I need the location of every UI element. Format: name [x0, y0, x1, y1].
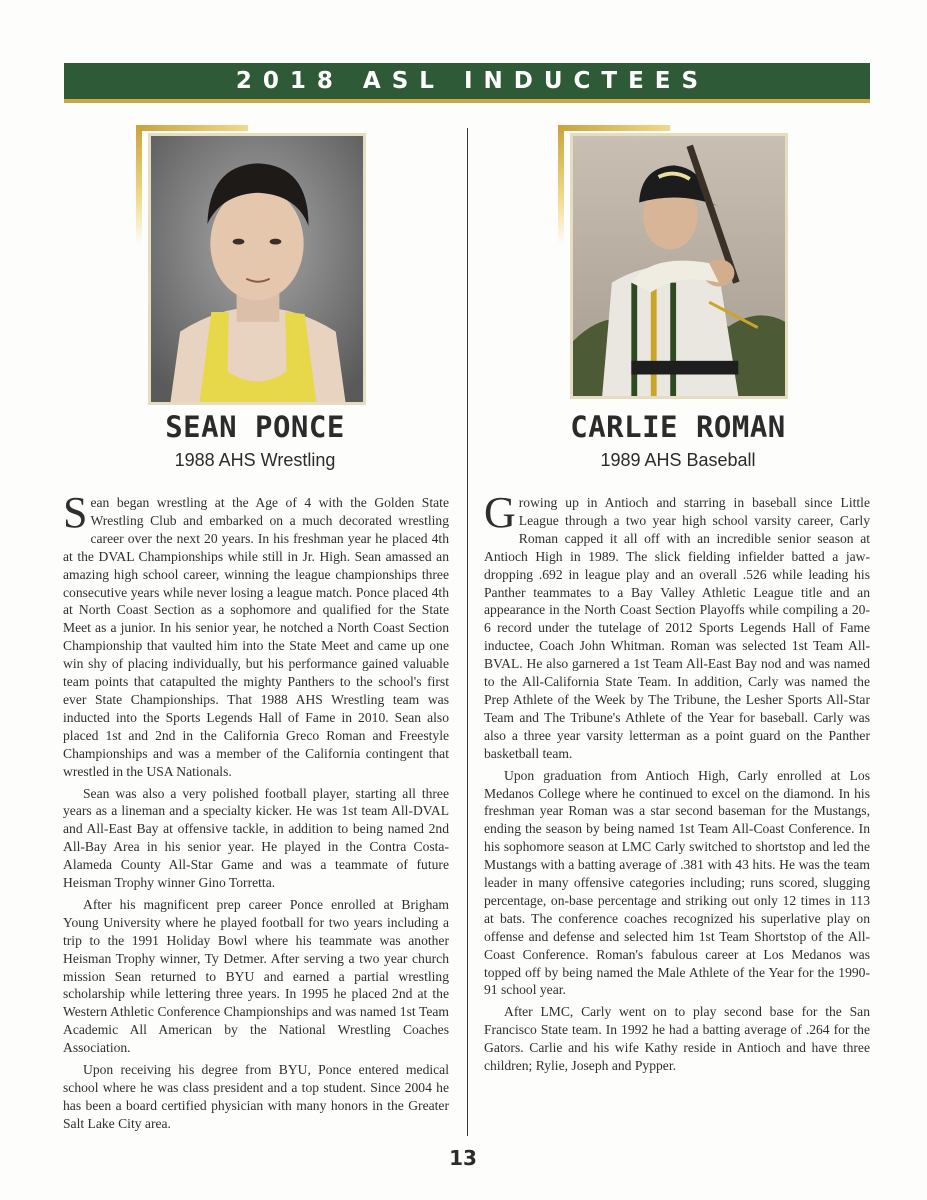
left-inductee-subtitle: 1988 AHS Wrestling	[174, 450, 336, 470]
right-inductee-name: CARLIE ROMAN	[570, 410, 786, 444]
left-paragraph: Sean began wrestling at the Age of 4 with the Golden State Wrestling Club and embarked on a much decorated wrestling career over the next 20 years. In his freshman year he placed 4th at the DVAL Championships while still in Jr. High. Sean amassed an amazing high school career, winning the league championships three consecutive years while never losing a league match. Ponce placed 4th at North Coast Section as a sophomore and qualified for the State Meet as a junior. In his senior year, he notched a North Coast Section Championship that vaulted him into the State Meet and came up one win shy of placing individually, but his performance gained valuable team points that catapulted the mighty Panthers to the school's first ever State Championships. That 1988 AHS Wrestling team was inducted into the Sports Legends Hall of Fame in 2010. Sean also placed 1st and 2nd in the California Greco Roman and Freestyle Championships and was a member of the California contingent that wrestled in the USA Nationals.	[63, 488, 449, 779]
left-paragraph: After his magnificent prep career Ponce enrolled at Brigham Young University where he played football for two years including a trip to the 1991 Holiday Bowl where his teammate was another Heisman Trophy winner, Ty Detmer. After serving a two year church mission Sean returned to BYU and earned a partial wrestling scholarship while lettering three years. In 1995 he placed 2nd at the Western Athletic Conference Championships and was named 1st Team Academic All American by the National Wrestling Coaches Association.	[63, 896, 449, 1056]
page-number: 13	[449, 1146, 477, 1170]
right-paragraph: Upon graduation from Antioch High, Carly enrolled at Los Medanos College where he continued to excel on the diamond. In his freshman year Roman was a star second baseman for the Mustangs, ending the season by being named 1st Team All-Coast Conference. In his sophomore season at LMC Carly switched to shortstop and led the Mustangs with a batting average of .381 with 43 hits. He was the team leader in many offensive categories including; runs scored, slugging percentage, on-base percentage and striking out only 12 times in 113 at bats. The conference coaches recognized his superlative play on offense and defense and selected him 1st Team Shortstop of the All-Coast Conference. Roman's fabulous career at Los Medanos was topped off by being named the Male Athlete of the Year for the 1990-91 school year.	[484, 767, 870, 998]
carlie-roman-photo	[570, 133, 788, 399]
right-paragraph: Growing up in Antioch and starring in baseball since Little League through a two year high school varsity career, Carly Roman capped it all off with an incredible senior season at Antioch High in 1989. The slick fielding infielder batted a jaw-dropping .692 in league play and an overall .526 while leading his Panther teammates to a Bay Valley Athletic League title and an appearance in the North Coast Section Playoffs while compiling a 20-6 record under the tutelage of 2012 Sports Legends Hall of Fame inductee, Coach John Whitman. Roman was selected 1st Team All-BVAL. He also garnered a 1st Team All-East Bay nod and was named to the All-California State Team. In addition, Carly was named the Prep Athlete of the Week by The Tribune, the Lesher Sports All-Star Team and The Tribune's Athlete of the Year for baseball. Carly was also a three year varsity letterman as a point guard on the Panther basketball team.	[484, 488, 870, 761]
right-inductee-subtitle: 1989 AHS Baseball	[600, 450, 756, 470]
column-divider	[467, 128, 468, 1136]
left-paragraph: Sean was also a very polished football player, starting all three years as a lineman and a specialty kicker. He was 1st team All-DVAL and All-East Bay at offensive tackle, in addition to being named 2nd All-Bay Area in his senior year. He played in the Contra Costa-Alameda County All-Star Game and was a teammate of future Heisman Trophy winner Gino Torretta.	[63, 785, 449, 891]
left-photo-frame	[148, 133, 366, 405]
right-photo-frame	[570, 133, 788, 399]
header-banner	[64, 63, 870, 103]
right-paragraph: After LMC, Carly went on to play second base for the San Francisco State team. In 1992 he had a batting average of .264 for the Gators. Carlie and his wife Kathy reside in Antioch and have three children; Rylie, Joseph and Pypper.	[484, 1004, 870, 1074]
page-title: 2018 ASL INDUCTEES	[235, 68, 710, 94]
right-article	[484, 488, 870, 1079]
left-dropcap: S	[63, 488, 88, 537]
sean-ponce-photo	[148, 133, 366, 405]
right-dropcap: G	[484, 488, 516, 537]
left-inductee-name: SEAN PONCE	[165, 410, 345, 444]
left-article	[63, 488, 449, 1137]
left-paragraph: Upon receiving his degree from BYU, Ponce entered medical school where he was class president and a top student. Since 2004 he has been a board certified physician with many honors in the Greater Salt Lake City area.	[63, 1062, 449, 1131]
